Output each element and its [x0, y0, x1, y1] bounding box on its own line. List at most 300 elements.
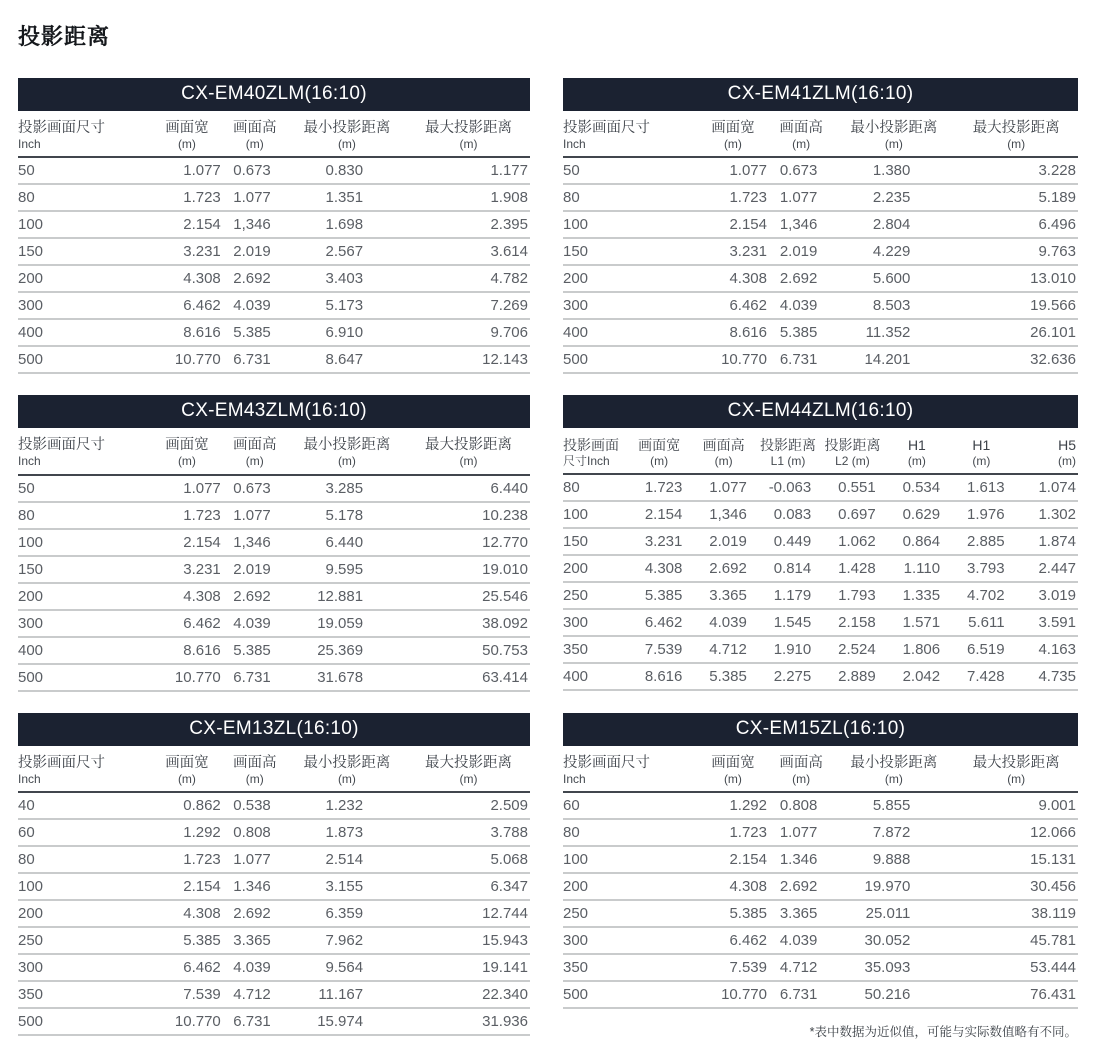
cell: 2.154 [151, 529, 223, 556]
table-row [563, 792, 1078, 819]
cell: 250 [18, 927, 151, 954]
page-title: 投影距离 [18, 24, 111, 49]
cell: 2.158 [820, 609, 884, 636]
table-row [563, 319, 1078, 346]
column-header: 投影画面尺寸 Inch [563, 746, 697, 792]
cell: 7.539 [151, 981, 223, 1008]
cell: -0.063 [756, 474, 820, 501]
cell: 1.545 [756, 609, 820, 636]
column-header: 画面宽 (m) [151, 746, 223, 792]
cell: 4.039 [769, 927, 833, 954]
cell: 12.881 [287, 583, 407, 610]
column-header: 投影画面尺寸 Inch [563, 111, 697, 157]
table-row [18, 319, 530, 346]
cell: 6.462 [697, 927, 769, 954]
table-row [563, 238, 1078, 265]
table-row [18, 292, 530, 319]
cell: 0.673 [223, 475, 287, 502]
cell: 4.308 [627, 555, 691, 582]
cell: 19.566 [954, 292, 1078, 319]
cell: 3.365 [769, 900, 833, 927]
cell: 3.231 [627, 528, 691, 555]
column-header: 画面高 (m) [223, 111, 287, 157]
cell: 350 [563, 636, 627, 663]
cell: 1.976 [949, 501, 1013, 528]
cell: 80 [563, 819, 697, 846]
cell: 30.456 [954, 873, 1078, 900]
cell: 32.636 [954, 346, 1078, 373]
table-row [563, 819, 1078, 846]
column-header: 画面宽 (m) [697, 111, 769, 157]
cell: 0.697 [820, 501, 884, 528]
column-header: 画面宽 (m) [151, 428, 223, 474]
column-header: 画面高 (m) [223, 746, 287, 792]
cell: 0.538 [223, 792, 287, 819]
cell: 15.943 [407, 927, 530, 954]
cell: 1.179 [756, 582, 820, 609]
column-header: 画面宽 (m) [697, 746, 769, 792]
projection-table-cx-em13zl [18, 746, 530, 1036]
cell: 6.440 [407, 475, 530, 502]
cell: 4.039 [691, 609, 755, 636]
column-header: 投影画面尺寸 Inch [18, 746, 151, 792]
table-row [18, 556, 530, 583]
cell: 100 [563, 501, 627, 528]
cell: 0.449 [756, 528, 820, 555]
cell: 4.712 [223, 981, 287, 1008]
cell: 5.385 [627, 582, 691, 609]
cell: 15.974 [287, 1008, 407, 1035]
header-row [563, 428, 1078, 474]
cell: 4.735 [1014, 663, 1078, 690]
cell: 1.062 [820, 528, 884, 555]
cell: 3.155 [287, 873, 407, 900]
cell: 5.385 [151, 927, 223, 954]
table-title-cx-em40zlm: CX-EM40ZLM(16:10) [18, 78, 530, 111]
cell: 2.509 [407, 792, 530, 819]
header-row [563, 746, 1078, 792]
cell: 2.154 [697, 211, 769, 238]
cell: 12.744 [407, 900, 530, 927]
column-header: 投影距离 L1 (m) [756, 428, 820, 474]
cell: 50 [563, 157, 697, 184]
column-header: 投影距离 L2 (m) [820, 428, 884, 474]
table-row [18, 211, 530, 238]
cell: 25.546 [407, 583, 530, 610]
cell: 8.616 [151, 637, 223, 664]
cell: 10.770 [697, 981, 769, 1008]
cell: 400 [18, 637, 151, 664]
cell: 300 [18, 292, 151, 319]
column-header: 最大投影距离 (m) [407, 428, 530, 474]
table-title-cx-em13zl: CX-EM13ZL(16:10) [18, 713, 530, 746]
cell: 40 [18, 792, 151, 819]
table-card-cx-em43zlm [18, 395, 530, 691]
column-header: 画面高 (m) [769, 746, 833, 792]
projection-table-cx-em40zlm [18, 111, 530, 374]
cell: 6.462 [151, 954, 223, 981]
cell: 6.496 [954, 211, 1078, 238]
cell: 2.692 [223, 583, 287, 610]
table-row [563, 927, 1078, 954]
table-row [18, 529, 530, 556]
cell: 200 [18, 265, 151, 292]
cell: 100 [18, 211, 151, 238]
cell: 19.059 [287, 610, 407, 637]
cell: 12.770 [407, 529, 530, 556]
cell: 1.723 [697, 819, 769, 846]
column-header: 投影画面 尺寸Inch [563, 428, 627, 474]
cell: 1.077 [769, 819, 833, 846]
cell: 5.600 [833, 265, 954, 292]
table-row [18, 873, 530, 900]
cell: 150 [18, 238, 151, 265]
cell: 6.731 [223, 664, 287, 691]
cell: 1.177 [407, 157, 530, 184]
cell: 3.228 [954, 157, 1078, 184]
cell: 1.346 [223, 873, 287, 900]
table-row [18, 265, 530, 292]
cell: 2.514 [287, 846, 407, 873]
cell: 3.591 [1014, 609, 1078, 636]
cell: 1.302 [1014, 501, 1078, 528]
cell: 2.692 [769, 265, 833, 292]
cell: 5.611 [949, 609, 1013, 636]
cell: 0.673 [769, 157, 833, 184]
cell: 1.698 [287, 211, 407, 238]
tables-grid [18, 78, 1078, 1040]
cell: 50.216 [833, 981, 954, 1008]
cell: 1.723 [151, 846, 223, 873]
cell: 7.539 [697, 954, 769, 981]
cell: 6.731 [223, 346, 287, 373]
table-card-cx-em13zl [18, 713, 530, 1036]
projection-table-cx-em15zl [563, 746, 1078, 1009]
table-row [18, 792, 530, 819]
cell: 80 [563, 474, 627, 501]
table-card-cx-em40zlm [18, 78, 530, 374]
table-row [18, 981, 530, 1008]
cell: 1.380 [833, 157, 954, 184]
cell: 1.077 [223, 184, 287, 211]
table-row [563, 954, 1078, 981]
cell: 200 [563, 555, 627, 582]
cell: 1.351 [287, 184, 407, 211]
cell: 1.335 [885, 582, 949, 609]
cell: 100 [563, 846, 697, 873]
cell: 0.083 [756, 501, 820, 528]
table-row [18, 1008, 530, 1035]
cell: 5.385 [223, 637, 287, 664]
table-card-cx-em41zlm [563, 78, 1078, 374]
cell: 2.447 [1014, 555, 1078, 582]
cell: 50 [18, 157, 151, 184]
cell: 1.571 [885, 609, 949, 636]
cell: 31.678 [287, 664, 407, 691]
cell: 2.042 [885, 663, 949, 690]
table-row [18, 610, 530, 637]
cell: 6.462 [151, 292, 223, 319]
cell: 300 [18, 954, 151, 981]
footnote: *表中数据为近似值，可能与实际数值略有不同。 [809, 1024, 1077, 1039]
cell: 1.908 [407, 184, 530, 211]
cell: 19.141 [407, 954, 530, 981]
cell: 80 [18, 184, 151, 211]
table-row [563, 265, 1078, 292]
cell: 350 [563, 954, 697, 981]
column-header: 最小投影距离 (m) [287, 746, 407, 792]
cell: 8.616 [627, 663, 691, 690]
cell: 1.874 [1014, 528, 1078, 555]
cell: 1,346 [691, 501, 755, 528]
cell: 2.692 [769, 873, 833, 900]
projection-table-cx-em43zlm [18, 428, 530, 691]
cell: 3.614 [407, 238, 530, 265]
cell: 45.781 [954, 927, 1078, 954]
cell: 12.066 [954, 819, 1078, 846]
cell: 1.074 [1014, 474, 1078, 501]
table-row [563, 636, 1078, 663]
table-row [563, 900, 1078, 927]
column-header: 最小投影距离 (m) [287, 111, 407, 157]
cell: 1.077 [151, 157, 223, 184]
cell: 8.616 [697, 319, 769, 346]
cell: 400 [563, 319, 697, 346]
cell: 0.534 [885, 474, 949, 501]
cell: 12.143 [407, 346, 530, 373]
cell: 11.167 [287, 981, 407, 1008]
table-row [18, 900, 530, 927]
cell: 3.365 [223, 927, 287, 954]
cell: 4.308 [151, 583, 223, 610]
cell: 2.019 [223, 238, 287, 265]
cell: 2.019 [769, 238, 833, 265]
cell: 1.428 [820, 555, 884, 582]
cell: 5.189 [954, 184, 1078, 211]
cell: 3.788 [407, 819, 530, 846]
cell: 6.462 [697, 292, 769, 319]
table-row [18, 846, 530, 873]
cell: 1.723 [627, 474, 691, 501]
cell: 3.793 [949, 555, 1013, 582]
column-header: 画面高 (m) [691, 428, 755, 474]
cell: 500 [18, 1008, 151, 1035]
column-header: H1 (m) [949, 428, 1013, 474]
table-row [18, 664, 530, 691]
table-row [563, 346, 1078, 373]
table-row [18, 583, 530, 610]
cell: 1.723 [151, 184, 223, 211]
table-row [18, 502, 530, 529]
cell: 5.068 [407, 846, 530, 873]
cell: 3.285 [287, 475, 407, 502]
cell: 100 [563, 211, 697, 238]
cell: 0.808 [223, 819, 287, 846]
column-header: 最大投影距离 (m) [407, 746, 530, 792]
column-header: 画面高 (m) [769, 111, 833, 157]
cell: 1.077 [769, 184, 833, 211]
cell: 100 [18, 873, 151, 900]
cell: 3.403 [287, 265, 407, 292]
cell: 2.567 [287, 238, 407, 265]
cell: 5.178 [287, 502, 407, 529]
table-row [563, 474, 1078, 501]
cell: 0.864 [885, 528, 949, 555]
cell: 2.019 [223, 556, 287, 583]
cell: 200 [18, 583, 151, 610]
cell: 6.731 [769, 346, 833, 373]
cell: 11.352 [833, 319, 954, 346]
cell: 1.910 [756, 636, 820, 663]
cell: 4.308 [697, 265, 769, 292]
cell: 80 [563, 184, 697, 211]
cell: 0.551 [820, 474, 884, 501]
table-row [18, 954, 530, 981]
cell: 4.308 [151, 265, 223, 292]
cell: 300 [563, 927, 697, 954]
cell: 2.275 [756, 663, 820, 690]
cell: 5.385 [223, 319, 287, 346]
cell: 10.770 [697, 346, 769, 373]
cell: 2.154 [151, 211, 223, 238]
table-row [563, 528, 1078, 555]
cell: 6.910 [287, 319, 407, 346]
column-header: 投影画面尺寸 Inch [18, 428, 151, 474]
cell: 31.936 [407, 1008, 530, 1035]
cell: 1.793 [820, 582, 884, 609]
cell: 4.782 [407, 265, 530, 292]
cell: 9.595 [287, 556, 407, 583]
table-row [18, 927, 530, 954]
cell: 2.154 [697, 846, 769, 873]
cell: 0.830 [287, 157, 407, 184]
table-card-cx-em44zlm [563, 395, 1078, 691]
cell: 38.119 [954, 900, 1078, 927]
cell: 500 [18, 664, 151, 691]
header-row [18, 111, 530, 157]
cell: 4.712 [769, 954, 833, 981]
table-row [18, 637, 530, 664]
table-card-cx-em15zl [563, 713, 1078, 1040]
cell: 80 [18, 502, 151, 529]
table-row [18, 238, 530, 265]
table-row [563, 663, 1078, 690]
cell: 63.414 [407, 664, 530, 691]
cell: 6.462 [151, 610, 223, 637]
table-row [563, 582, 1078, 609]
cell: 25.369 [287, 637, 407, 664]
cell: 5.385 [691, 663, 755, 690]
cell: 38.092 [407, 610, 530, 637]
cell: 7.269 [407, 292, 530, 319]
cell: 2.395 [407, 211, 530, 238]
cell: 3.231 [697, 238, 769, 265]
cell: 4.229 [833, 238, 954, 265]
cell: 9.706 [407, 319, 530, 346]
cell: 1,346 [769, 211, 833, 238]
cell: 80 [18, 846, 151, 873]
cell: 1.110 [885, 555, 949, 582]
cell: 10.238 [407, 502, 530, 529]
cell: 7.962 [287, 927, 407, 954]
cell: 250 [563, 900, 697, 927]
cell: 7.872 [833, 819, 954, 846]
cell: 60 [563, 792, 697, 819]
cell: 8.616 [151, 319, 223, 346]
cell: 13.010 [954, 265, 1078, 292]
cell: 150 [18, 556, 151, 583]
cell: 1.232 [287, 792, 407, 819]
column-header: 最大投影距离 (m) [954, 111, 1078, 157]
header-row [18, 428, 530, 474]
column-header: 最小投影距离 (m) [833, 746, 954, 792]
cell: 4.039 [769, 292, 833, 319]
cell: 500 [563, 981, 697, 1008]
cell: 300 [563, 609, 627, 636]
cell: 500 [563, 346, 697, 373]
cell: 150 [563, 528, 627, 555]
cell: 4.308 [697, 873, 769, 900]
cell: 6.440 [287, 529, 407, 556]
cell: 200 [563, 265, 697, 292]
cell: 7.539 [627, 636, 691, 663]
cell: 15.131 [954, 846, 1078, 873]
cell: 1.613 [949, 474, 1013, 501]
cell: 1.077 [697, 157, 769, 184]
cell: 0.862 [151, 792, 223, 819]
cell: 2.804 [833, 211, 954, 238]
cell: 2.235 [833, 184, 954, 211]
header-row [18, 746, 530, 792]
table-row [18, 157, 530, 184]
column-header: 画面宽 (m) [627, 428, 691, 474]
cell: 0.814 [756, 555, 820, 582]
cell: 2.524 [820, 636, 884, 663]
cell: 200 [563, 873, 697, 900]
cell: 22.340 [407, 981, 530, 1008]
table-title-cx-em44zlm: CX-EM44ZLM(16:10) [563, 395, 1078, 428]
cell: 300 [18, 610, 151, 637]
table-row [18, 346, 530, 373]
cell: 2.154 [151, 873, 223, 900]
table-row [563, 555, 1078, 582]
cell: 50.753 [407, 637, 530, 664]
cell: 6.731 [769, 981, 833, 1008]
cell: 8.647 [287, 346, 407, 373]
cell: 30.052 [833, 927, 954, 954]
cell: 2.692 [691, 555, 755, 582]
cell: 19.970 [833, 873, 954, 900]
header-row [563, 111, 1078, 157]
table-row [563, 981, 1078, 1008]
cell: 350 [18, 981, 151, 1008]
column-header: 最大投影距离 (m) [407, 111, 530, 157]
cell: 19.010 [407, 556, 530, 583]
column-header: 投影画面尺寸 Inch [18, 111, 151, 157]
cell: 0.673 [223, 157, 287, 184]
cell: 9.001 [954, 792, 1078, 819]
projection-table-cx-em44zlm [563, 428, 1078, 691]
cell: 3.231 [151, 556, 223, 583]
cell: 100 [18, 529, 151, 556]
cell: 25.011 [833, 900, 954, 927]
cell: 6.731 [223, 1008, 287, 1035]
table-row [563, 184, 1078, 211]
cell: 5.385 [769, 319, 833, 346]
column-header: 画面宽 (m) [151, 111, 223, 157]
table-row [563, 157, 1078, 184]
cell: 1.077 [223, 502, 287, 529]
